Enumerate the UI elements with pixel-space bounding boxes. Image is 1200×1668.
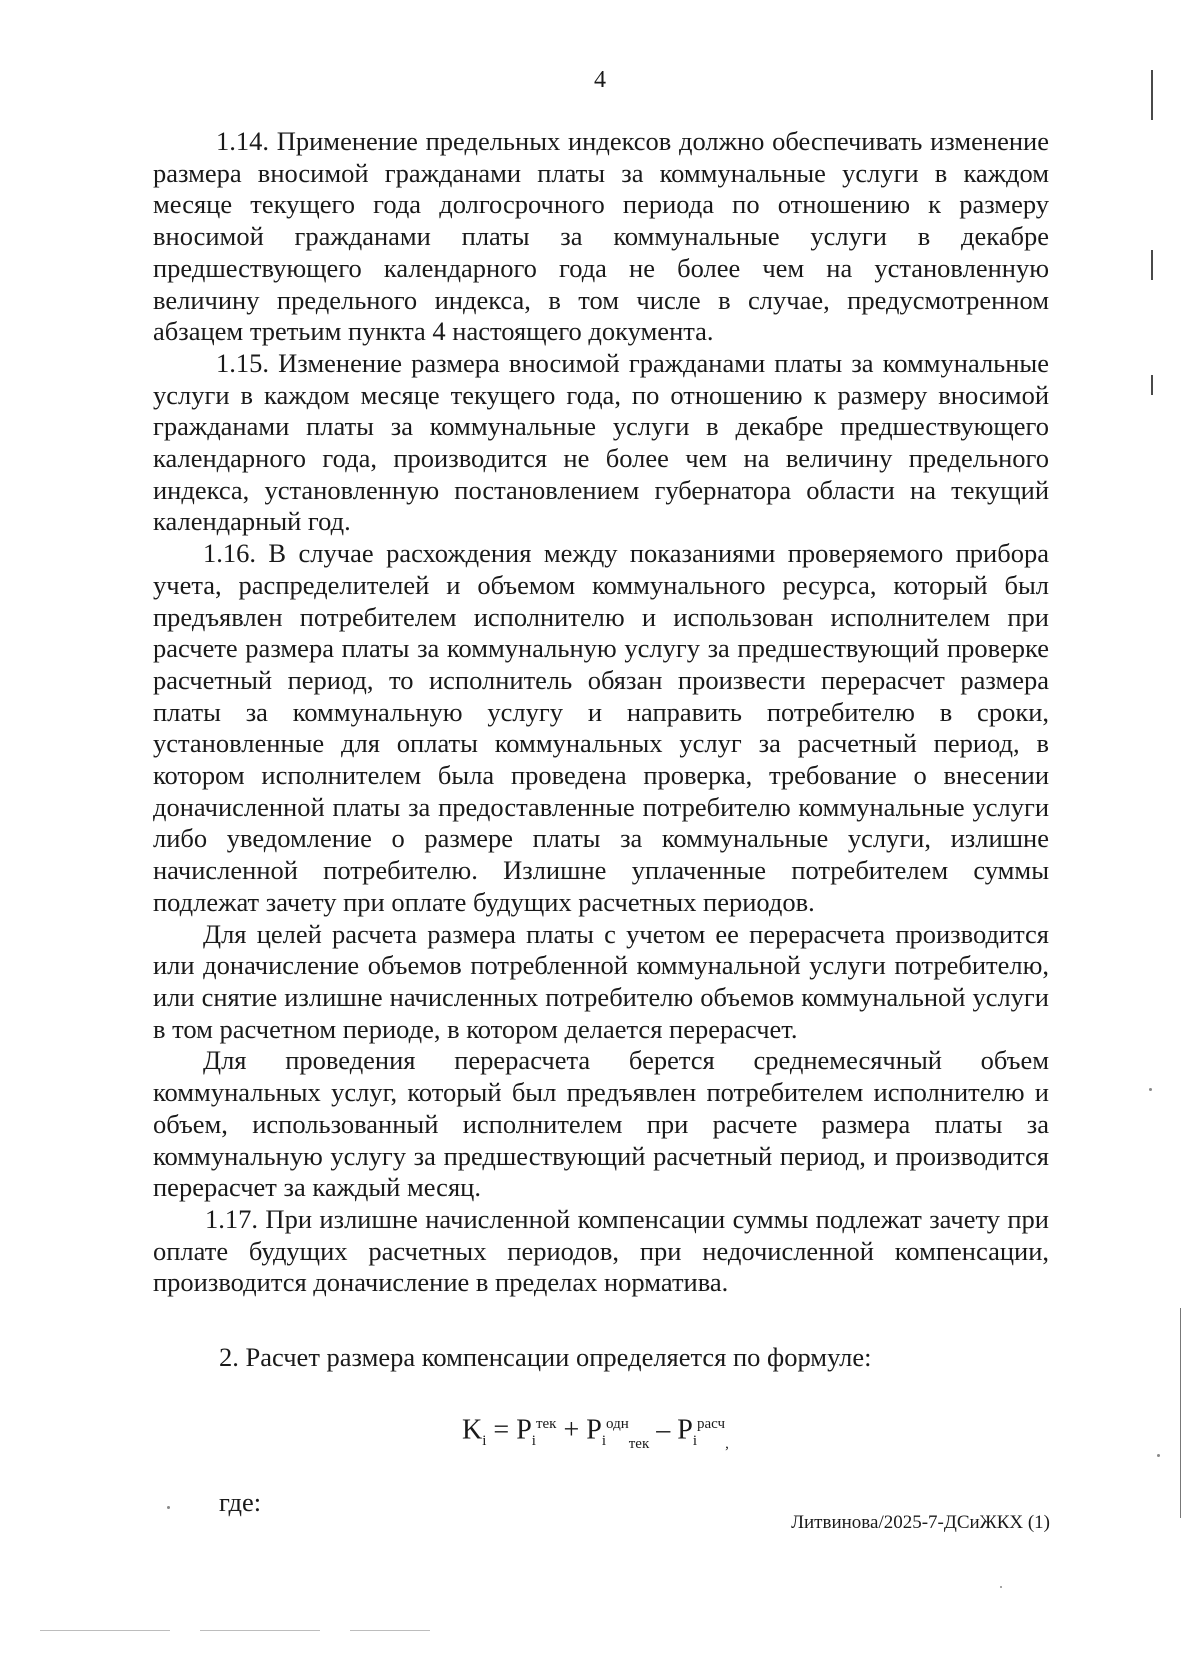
formula-term2-sup: одн <box>606 1416 629 1432</box>
formula-term2-sub: i <box>601 1432 607 1449</box>
formula-term1-sup: тек <box>535 1416 557 1432</box>
scan-artifact-speck <box>1149 1088 1152 1091</box>
scan-artifact-dash <box>350 1630 430 1631</box>
paragraph-recalculation-volume: Для проведения перерасчета берется среднемесячный объем коммунальных услуг, который был предъявлен потребителем исполнителю и объем, использованный исполнителем при расчете размера платы за коммунальную услугу за предшествующий расчетный период, и производится перерасчет за каждый месяц. <box>153 1045 1049 1203</box>
formula-term3-sub: i <box>692 1432 698 1449</box>
scan-artifact-speck <box>1000 1586 1002 1588</box>
formula-trailing-comma: , <box>725 1436 729 1453</box>
scan-artifact-dash <box>40 1630 170 1631</box>
formula-term1-sub: i <box>531 1432 536 1449</box>
where-label: где: <box>219 1487 262 1517</box>
document-reference: Литвинова/2025-7-ДСиЖКХ (1) <box>791 1512 1050 1533</box>
formula-equals: = <box>493 1414 510 1446</box>
formula-term2-low: тек <box>628 1436 650 1453</box>
formula-term3-sup: расч <box>697 1416 726 1432</box>
compensation-formula <box>462 1404 729 1461</box>
document-body <box>153 126 1049 1299</box>
formula-lhs: K <box>462 1414 483 1446</box>
paragraph-1-15: 1.15. Изменение размера вносимой гражданами платы за коммунальные услуги в каждом месяце текущего года, по отношению к размеру вносимой гражданами платы за коммунальные услуги в декабре предшествующего календарного года, производится не более чем на величину предельного индекса, установленную постановлением губернатора области на текущий календарный год. <box>153 347 1049 537</box>
paragraph-1-14: 1.14. Применение предельных индексов должно обеспечивать изменение размера вносимой гражданами платы за коммунальные услуги в каждом месяце текущего года долгосрочного периода по отношению к размеру вносимой гражданами платы за коммунальные услуги в декабре предшествующего календарного года не более чем на установленную величину предельного индекса, в том числе в случае, предусмотренном абзацем третьим пункта 4 настоящего документа. <box>153 126 1049 347</box>
paragraph-1-16: 1.16. В случае расхождения между показаниями проверяемого прибора учета, распределителей и объемом коммунального ресурса, который был предъявлен потребителем исполнителю и использован исполнителем при расчете размера платы за коммунальную услугу за предшествующий проверке расчетный период, то исполнитель обязан произвести перерасчет размера платы за коммунальную услугу и направить потребителю в сроки, установленные для оплаты коммунальных услуг за расчетный период, в котором исполнителем была проведена проверка, требование о внесении доначисленной платы за предоставленные потребителю коммунальные услуги либо уведомление о размере платы за коммунальные услуги, излишне начисленной потребителю. Излишне уплаченные потребителем суммы подлежат зачету при оплате будущих расчетных периодов. <box>153 538 1049 917</box>
paragraph-1-17: 1.17. При излишне начисленной компенсации суммы подлежат зачету при оплате будущих расчетных периодов, при недочисленной компенсации, производится доначисление в пределах норматива. <box>153 1203 1049 1298</box>
scan-artifact-dash <box>200 1630 320 1631</box>
scan-artifact-line <box>1180 1308 1181 1518</box>
formula-term2: P <box>586 1414 602 1446</box>
scan-artifact-line <box>1151 70 1153 120</box>
formula-plus: + <box>563 1414 580 1446</box>
scan-artifact-speck <box>167 1506 170 1509</box>
formula-lhs-sub: i <box>482 1432 487 1449</box>
formula-term1: P <box>516 1414 532 1446</box>
section-2-heading: 2. Расчет размера компенсации определяется по формуле: <box>219 1342 872 1372</box>
scan-artifact-line <box>1151 250 1153 280</box>
formula-term3: P <box>677 1414 693 1446</box>
paragraph-recalculation-purpose: Для целей расчета размера платы с учетом ее перерасчета производится или доначисление объемов потребленной коммунальной услуги потребителю, или снятие излишне начисленных потребителю объемов коммунальной услуги в том расчетном периоде, в котором делается перерасчет. <box>153 918 1049 1044</box>
page-number: 4 <box>594 67 606 93</box>
scan-artifact-speck <box>1157 1454 1160 1457</box>
formula-minus: – <box>656 1414 671 1446</box>
scan-artifact-line <box>1151 375 1153 395</box>
